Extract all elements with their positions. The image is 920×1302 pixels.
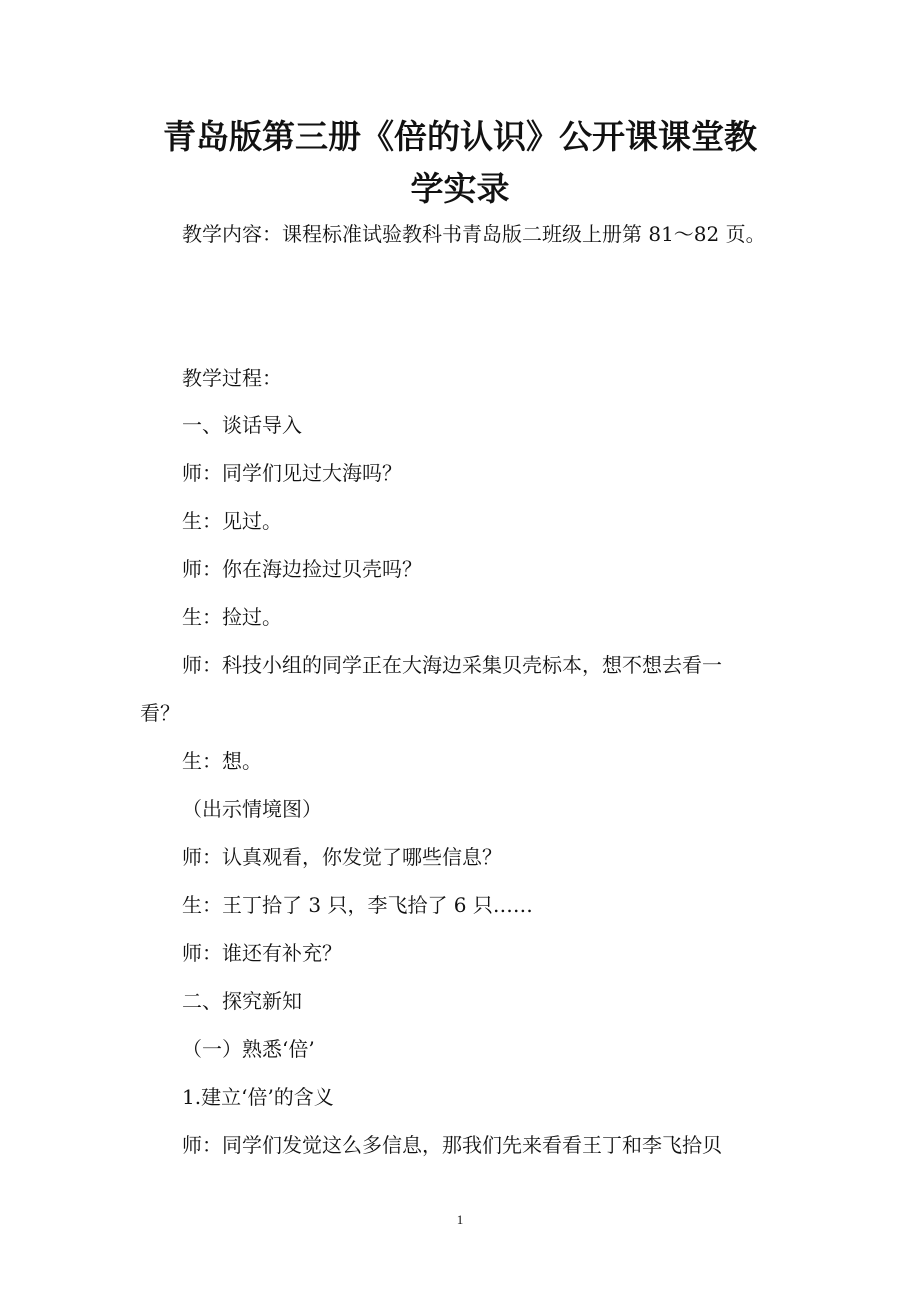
stage-direction: （出示情境图） xyxy=(182,797,322,821)
teaching-process-heading: 教学过程： xyxy=(182,366,282,390)
subsection-heading: （一）熟悉‘倍’ xyxy=(182,1037,315,1061)
subsection-item-heading: 1.建立‘倍’的含义 xyxy=(182,1085,334,1109)
document-title-line-1: 青岛版第三册《倍的认识》公开课课堂教 xyxy=(163,117,757,156)
document-title-line-2: 学实录 xyxy=(410,169,510,208)
section-heading-intro: 一、谈话导入 xyxy=(182,413,302,437)
dialogue-line: 生：见过。 xyxy=(182,509,282,533)
section-heading-explore: 二、探究新知 xyxy=(182,989,302,1013)
dialogue-line: 师：认真观看，你发觉了哪些信息？ xyxy=(182,845,502,869)
dialogue-line: 师：同学们见过大海吗？ xyxy=(182,461,402,485)
page-number: 1 xyxy=(456,1212,464,1227)
dialogue-line: 师：你在海边捡过贝壳吗？ xyxy=(182,557,422,581)
dialogue-line-continuation: 看？ xyxy=(140,701,180,725)
dialogue-line: 生：想。 xyxy=(182,749,262,773)
teaching-content: 教学内容：课程标准试验教科书青岛版二班级上册第 81～82 页。 xyxy=(182,222,766,246)
dialogue-line: 生：王丁拾了 3 只，李飞拾了 6 只…… xyxy=(182,893,533,917)
dialogue-line: 师：科技小组的同学正在大海边采集贝壳标本，想不想去看一 xyxy=(182,653,722,677)
dialogue-line: 师：同学们发觉这么多信息，那我们先来看看王丁和李飞拾贝 xyxy=(182,1133,722,1157)
dialogue-line: 师：谁还有补充？ xyxy=(182,941,342,965)
dialogue-line: 生：捡过。 xyxy=(182,605,282,629)
